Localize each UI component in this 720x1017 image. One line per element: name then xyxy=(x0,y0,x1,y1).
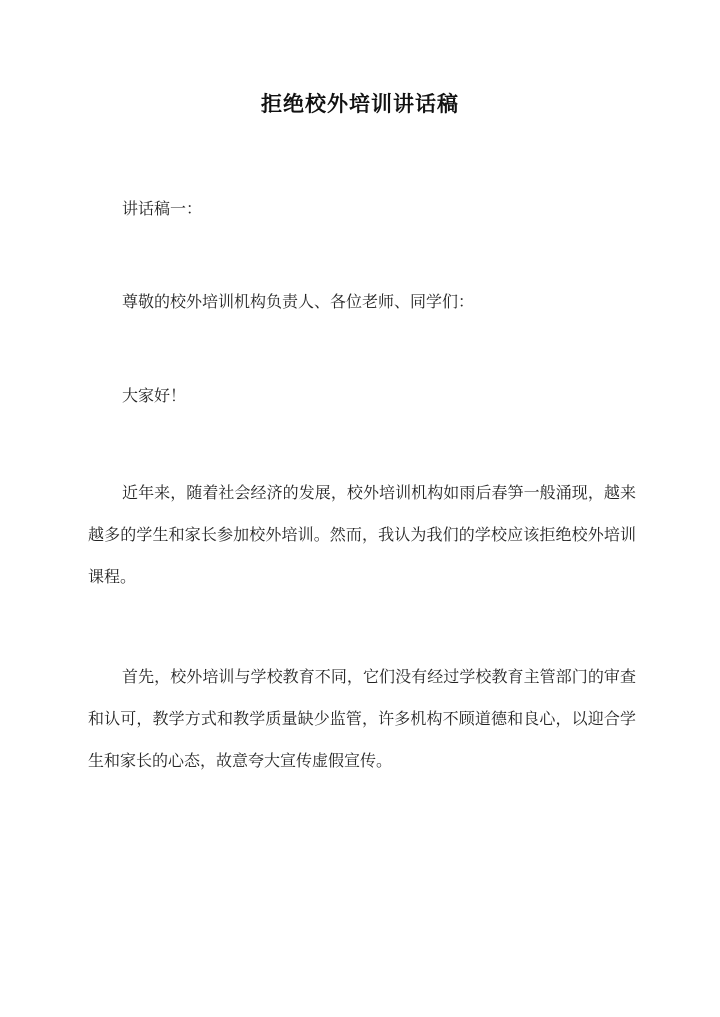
paragraph-first-point: 首先，校外培训与学校教育不同，它们没有经过学校教育主管部门的审查和认可，教学方式和教学质量缺少监管，许多机构不顾道德和良心，以迎合学生和家长的心态，故意夸大宣传虚假宣传。 xyxy=(88,667,636,770)
paragraph-greeting: 大家好！ xyxy=(122,386,187,405)
paragraph-salutation: 尊敬的校外培训机构负责人、各位老师、同学们： xyxy=(122,292,475,311)
document-title: 拒绝校外培训讲话稿 xyxy=(261,91,459,116)
paragraph-speech-label: 讲话稿一： xyxy=(122,199,203,218)
paragraph-introduction: 近年来，随着社会经济的发展，校外培训机构如雨后春笋一般涌现，越来越多的学生和家长参加校外培训。然而，我认为我们的学校应该拒绝校外培训课程。 xyxy=(88,483,636,586)
